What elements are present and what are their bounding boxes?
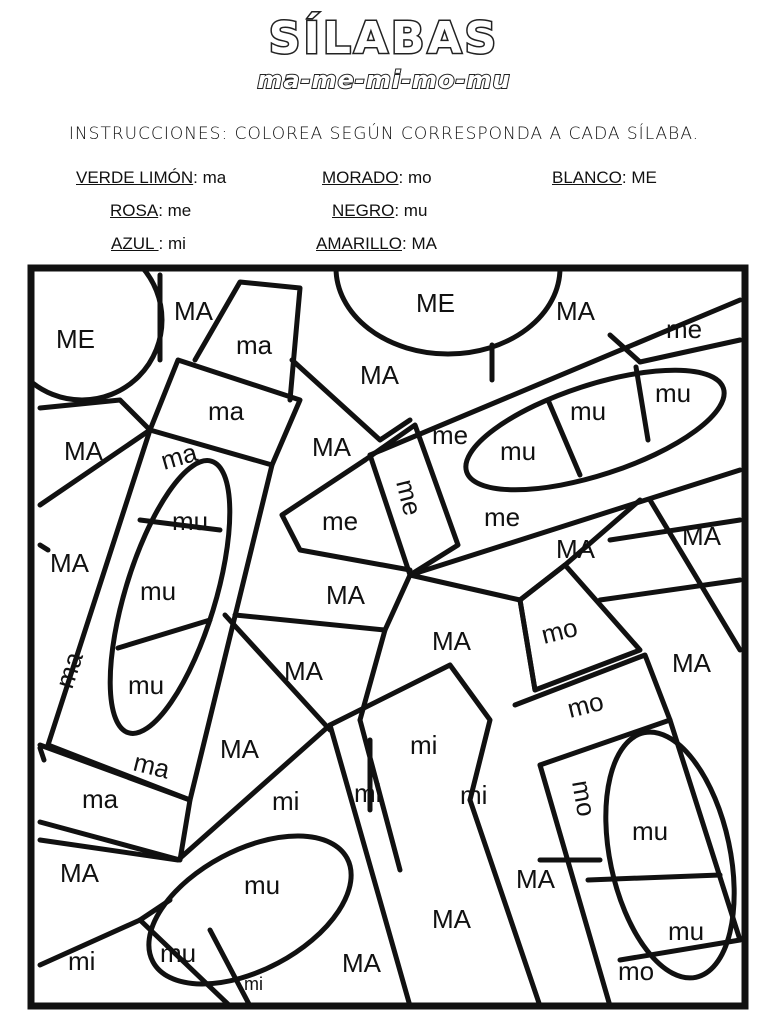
region-label: mi: [354, 778, 382, 808]
region-label: mi: [244, 974, 263, 994]
region-label: me: [322, 506, 359, 536]
region-label: me: [484, 502, 521, 532]
region-label: mi: [460, 780, 488, 810]
region-label: ME: [56, 324, 95, 354]
region-label: mu: [500, 436, 537, 466]
region-label: ma: [236, 330, 273, 360]
page-subtitle: ma-me-mi-mo-mu: [257, 66, 511, 94]
legend-item: ROSA: me: [110, 201, 192, 220]
region-label: mi: [410, 730, 438, 760]
drawing-lines: [2, 182, 755, 1015]
region-label: MA: [360, 360, 399, 390]
legend-item: BLANCO: ME: [552, 168, 657, 187]
region-label: MA: [432, 904, 471, 934]
region-label: MA: [516, 864, 555, 894]
region-label: MA: [326, 580, 365, 610]
region-label: MA: [174, 296, 213, 326]
legend-item: MORADO: mo: [322, 168, 432, 187]
region-label: MA: [682, 521, 721, 551]
region-label: me: [666, 314, 703, 344]
region-label: mu: [570, 396, 607, 426]
region-label: mi: [68, 946, 96, 976]
region-label: mo: [538, 611, 581, 650]
region-label: ma: [208, 396, 245, 426]
region-label: mu: [128, 670, 165, 700]
region-label: ME: [416, 288, 455, 318]
region-label: ma: [82, 784, 119, 814]
region-label: MA: [284, 656, 323, 686]
region-label: MA: [220, 734, 259, 764]
region-label: mo: [566, 777, 602, 819]
legend-item: AMARILLO: MA: [316, 234, 437, 253]
region-label: MA: [312, 432, 351, 462]
region-label: mo: [618, 956, 655, 986]
region-label: mu: [632, 816, 669, 846]
region-label: mu: [140, 576, 177, 606]
legend-item: VERDE LIMÓN: ma: [76, 168, 227, 187]
region-label: MA: [64, 436, 103, 466]
region-label: MA: [60, 858, 99, 888]
region-label: ma: [157, 436, 201, 476]
region-label: MA: [556, 296, 595, 326]
region-label: mu: [655, 378, 692, 408]
region-label: mu: [172, 506, 209, 536]
legend-item: NEGRO: mu: [332, 201, 428, 220]
region-label: me: [390, 476, 429, 519]
region-label: MA: [342, 948, 381, 978]
region-label: mo: [564, 685, 607, 724]
region-label: MA: [50, 548, 89, 578]
region-label: mu: [668, 916, 705, 946]
region-label: MA: [432, 626, 471, 656]
region-label: MA: [672, 648, 711, 678]
region-label: me: [432, 420, 469, 450]
region-labels: [49, 288, 721, 994]
region-label: mu: [244, 870, 281, 900]
page-title: SÍLABAS: [268, 13, 500, 64]
instructions-text: INSTRUCCIONES: COLOREA SEGÚN CORRESPONDA A CADA SÍLABA.: [68, 124, 700, 144]
region-label: mi: [272, 786, 300, 816]
region-label: MA: [556, 534, 595, 564]
region-label: ma: [130, 746, 173, 785]
region-label: ma: [49, 648, 89, 692]
region-label: mu: [160, 938, 197, 968]
legend-item: AZUL : mi: [111, 234, 186, 253]
